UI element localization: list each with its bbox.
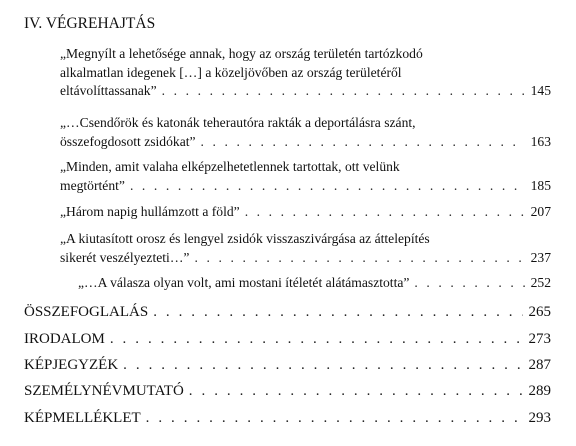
toc-entry (60, 274, 551, 293)
toc-entry (60, 203, 551, 222)
toc-entry (60, 114, 551, 151)
main-entry-title: SZEMÉLYNÉVMUTATÓ (24, 383, 184, 399)
page-number: 185 (530, 177, 551, 193)
page-number: 237 (530, 249, 551, 265)
entry-text: eltávolíttassanak” (60, 83, 157, 98)
entry-text: megtörtént” (60, 177, 125, 193)
toc-main-entry (24, 356, 551, 374)
dot-leader (153, 303, 522, 321)
entry-line (60, 133, 551, 152)
page-number: 252 (530, 275, 551, 290)
entry-text: alkalmatlan idegenek […] a közeljövőben az ország területéről (60, 64, 402, 80)
toc-main-entry (24, 382, 551, 400)
dot-leader (245, 203, 525, 222)
toc-entry (60, 45, 551, 101)
page-number: 265 (528, 304, 551, 320)
page-number: 163 (530, 133, 551, 149)
entry-line (60, 177, 551, 196)
entry-line (60, 249, 551, 268)
page-number: 207 (530, 204, 551, 219)
dot-leader (189, 382, 523, 400)
entry-line (60, 230, 551, 249)
toc-main-entry (24, 303, 551, 321)
entry-text: „Három napig hullámzott a föld” (60, 204, 240, 219)
dot-leader (201, 133, 525, 152)
main-entry-title: KÉPMELLÉKLET (24, 410, 141, 426)
entry-line (60, 64, 551, 83)
dot-leader (414, 274, 524, 293)
entry-text: „Megnyílt a lehetősége annak, hogy az ország területén tartózkodó (60, 46, 423, 61)
page-number: 293 (528, 410, 551, 426)
entry-line (60, 82, 551, 101)
page-number: 287 (528, 357, 551, 373)
toc-entry (60, 158, 551, 195)
toc-main-entry (24, 409, 551, 427)
entry-text: összefogdosott zsidókat” (60, 133, 196, 149)
entry-text: „…Csendőrök és katonák teherautóra rakták a deportálásra szánt, (60, 115, 416, 130)
main-entry-title: KÉPJEGYZÉK (24, 357, 119, 373)
entry-text: „…A válasza olyan volt, ami mostani ítéletét alátámasztotta” (78, 275, 410, 290)
dot-leader (110, 330, 523, 348)
entry-text: sikerét veszélyezteti…” (60, 249, 190, 265)
page-number: 273 (528, 331, 551, 347)
main-entry-title: IRODALOM (24, 331, 105, 347)
entry-line (60, 203, 551, 222)
entry-text: „Minden, amit valaha elképzelhetetlennek tartottak, ott velünk (60, 159, 400, 174)
section-title: IV. VÉGREHAJTÁS (24, 15, 156, 32)
dot-leader (194, 249, 524, 268)
entry-line (60, 274, 551, 293)
main-entry-title: ÖSSZEFOGLALÁS (24, 304, 149, 320)
entry-line (60, 114, 551, 133)
dot-leader (123, 356, 522, 374)
toc-main-entry (24, 330, 551, 348)
page-number: 289 (528, 383, 551, 399)
entry-line (60, 158, 551, 177)
dot-leader (162, 82, 525, 101)
entry-text: „A kiutasított orosz és lengyel zsidók visszaszivárgása az áttelepítés (60, 231, 430, 246)
entry-line (60, 45, 551, 64)
dot-leader (146, 409, 523, 427)
toc-entry (60, 230, 551, 267)
page-number: 145 (530, 83, 551, 98)
dot-leader (130, 177, 525, 196)
